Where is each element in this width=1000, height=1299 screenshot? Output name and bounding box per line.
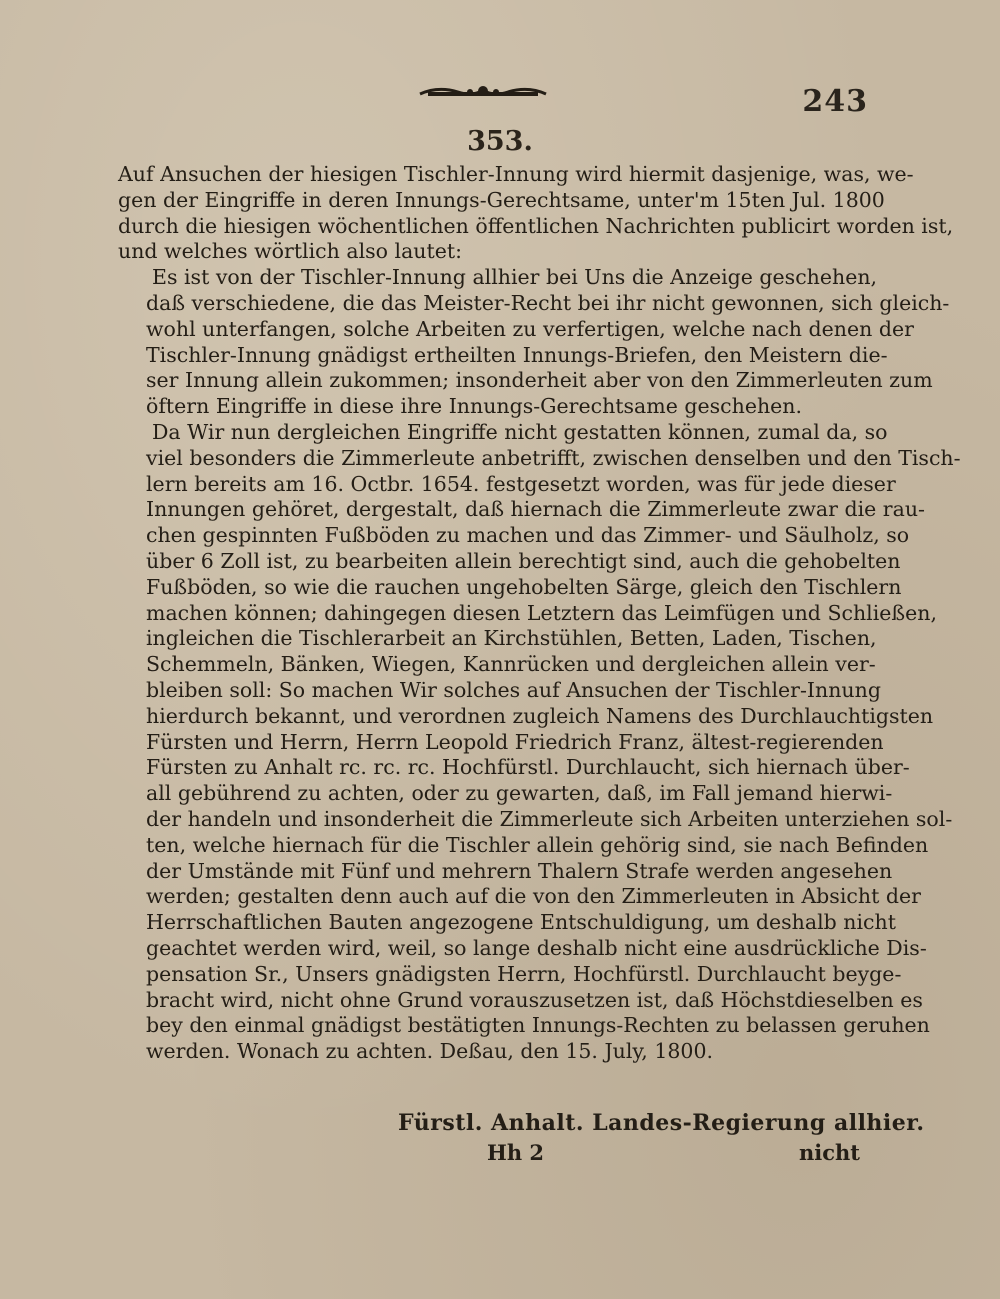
signature-mark: Hh 2: [487, 1140, 545, 1165]
text-line: viel besonders die Zimmerleute anbetrifft, zwischen denselben und den Tisch-: [146, 445, 961, 470]
text-line: Innungen gehöret, dergestalt, daß hiernach die Zimmerleute zwar die rau-: [146, 497, 925, 522]
text-line: hierdurch bekannt, und verordnen zugleich Namens des Durchlauchtigsten: [146, 703, 934, 728]
text-line: Es ist von der Tischler-Innung allhier bei Uns die Anzeige geschehen,: [152, 265, 878, 290]
text-line: werden. Wonach zu achten. Deßau, den 15. July, 1800.: [146, 1039, 714, 1064]
text-line: bracht wird, nicht ohne Grund vorauszusetzen ist, daß Höchstdieselben es: [146, 987, 923, 1012]
text-line: Tischler-Innung gnädigst ertheilten Innungs-Briefen, den Meistern die-: [146, 342, 888, 367]
header-ornament: [418, 82, 548, 100]
text-line: Schemmeln, Bänken, Wiegen, Kannrücken und dergleichen allein ver-: [146, 652, 876, 677]
entry-number: 353.: [467, 126, 533, 157]
text-line: all gebührend zu achten, oder zu gewarten, daß, im Fall jemand hierwi-: [146, 781, 893, 806]
text-line: daß verschiedene, die das Meister-Recht bei ihr nicht gewonnen, sich gleich-: [146, 290, 950, 315]
text-line: Fürsten zu Anhalt rc. rc. rc. Hochfürstl. Durchlaucht, sich hiernach über-: [146, 755, 910, 780]
text-line: ingleichen die Tischlerarbeit an Kirchstühlen, Betten, Laden, Tischen,: [146, 626, 877, 651]
body-text: [118, 162, 961, 1065]
text-line: ser Innung allein zukommen; insonderheit aber von den Zimmerleuten zum: [146, 368, 933, 393]
text-line: machen können; dahingegen diesen Letztern das Leimfügen und Schließen,: [146, 600, 937, 625]
text-line: Fußböden, so wie die rauchen ungehobelten Särge, gleich den Tischlern: [146, 574, 902, 599]
text-line: Da Wir nun dergleichen Eingriffe nicht gestatten können, zumal da, so: [152, 419, 888, 444]
signature: Fürstl. Anhalt. Landes-Regierung allhier.: [398, 1110, 925, 1136]
catchword: nicht: [798, 1140, 860, 1165]
text-line: Herrschaftlichen Bauten angezogene Entschuldigung, um deshalb nicht: [146, 910, 896, 935]
text-line: der Umstände mit Fünf und mehrern Thalern Strafe werden angesehen: [146, 858, 893, 883]
text-line: bleiben soll: So machen Wir solches auf Ansuchen der Tischler-Innung: [146, 677, 881, 702]
text-line: Auf Ansuchen der hiesigen Tischler-Innung wird hiermit dasjenige, was, we-: [118, 162, 914, 186]
text-line: ten, welche hiernach für die Tischler allein gehörig sind, sie nach Befinden: [146, 832, 929, 857]
text-line: öftern Eingriffe in diese ihre Innungs-Gerechtsame geschehen.: [146, 394, 803, 419]
text-line: werden; gestalten denn auch auf die von den Zimmerleuten in Absicht der: [146, 884, 921, 909]
text-line: pensation Sr., Unsers gnädigsten Herrn, Hochfürstl. Durchlaucht beyge-: [146, 961, 902, 986]
text-line: der handeln und insonderheit die Zimmerleute sich Arbeiten unterziehen sol-: [146, 806, 953, 831]
text-line: Fürsten und Herrn, Herrn Leopold Friedrich Franz, ältest-regierenden: [146, 729, 884, 754]
text-line: geachtet werden wird, weil, so lange deshalb nicht eine ausdrückliche Dis-: [146, 935, 927, 960]
text-line: und welches wörtlich also lautet:: [118, 239, 463, 264]
page-number: 243: [802, 84, 868, 119]
text-line: chen gespinnten Fußböden zu machen und das Zimmer- und Säulholz, so: [146, 523, 910, 548]
text-line: wohl unterfangen, solche Arbeiten zu verfertigen, welche nach denen der: [146, 316, 914, 341]
text-line: durch die hiesigen wöchentlichen öffentlichen Nachrichten publicirt worden ist,: [118, 213, 954, 238]
text-line: über 6 Zoll ist, zu bearbeiten allein berechtigt sind, auch die gehobelten: [146, 548, 901, 573]
text-line: bey den einmal gnädigst bestätigten Innungs-Rechten zu belassen geruhen: [146, 1013, 930, 1038]
text-line: gen der Eingriffe in deren Innungs-Gerechtsame, unter'm 15ten Jul. 1800: [118, 187, 885, 212]
text-line: lern bereits am 16. Octbr. 1654. festgesetzt worden, was für jede dieser: [146, 471, 896, 496]
